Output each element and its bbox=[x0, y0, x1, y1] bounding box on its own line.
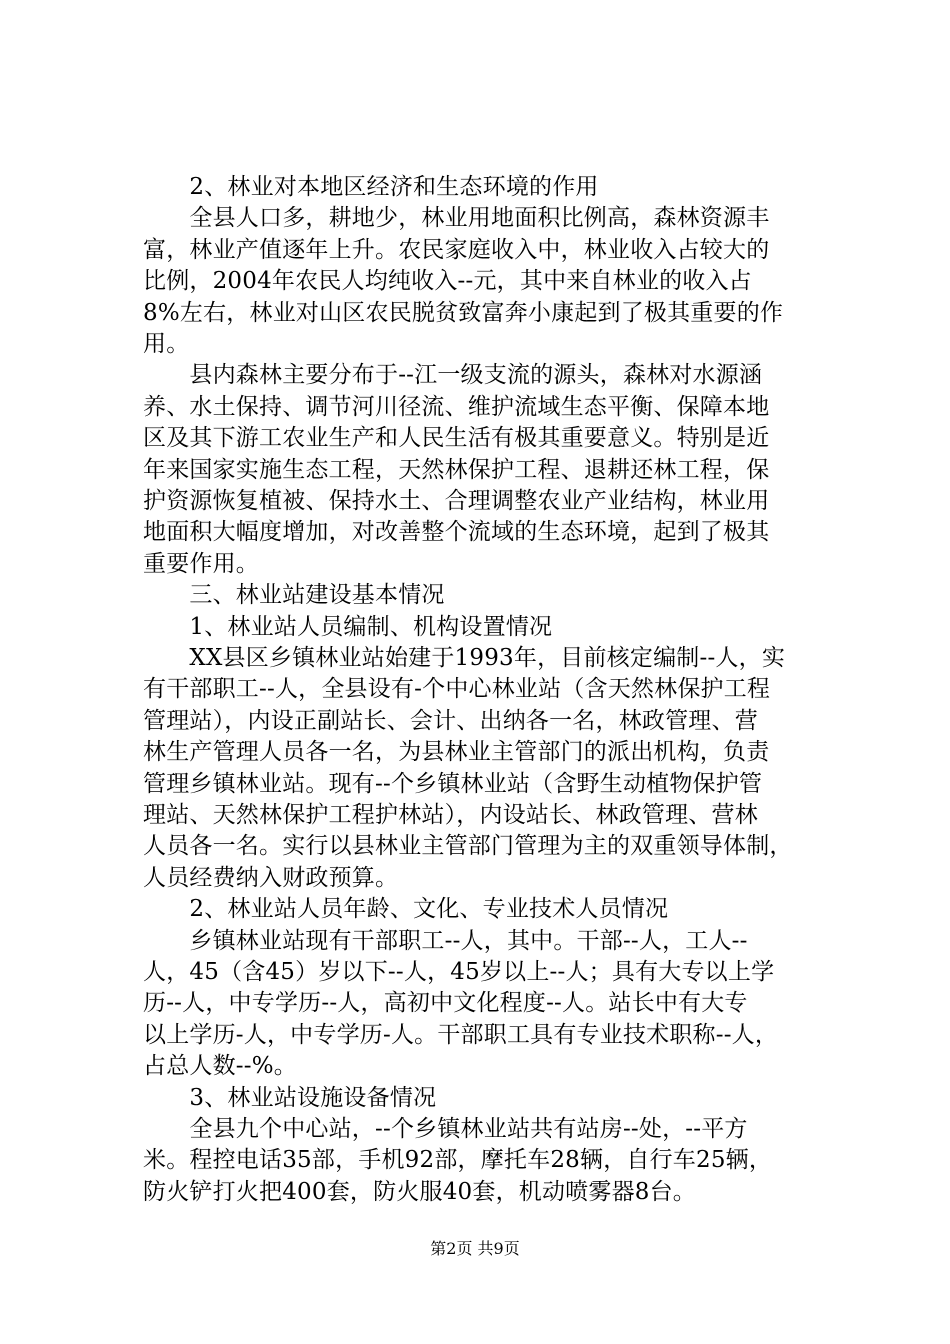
paragraph-line: 年来国家实施生态工程，天然林保护工程、退耕还林工程，保 bbox=[143, 456, 770, 483]
page-number-footer: 第2页 共9页 bbox=[430, 1239, 520, 1258]
paragraph-line: 占总人数--%。 bbox=[143, 1053, 297, 1080]
paragraph-line: 全县人口多，耕地少，林业用地面积比例高，森林资源丰 bbox=[143, 205, 770, 232]
paragraph-line: 养、水土保持、调节河川径流、维护流域生态平衡、保障本地 bbox=[143, 393, 770, 420]
paragraph-line: 管理乡镇林业站。现有--个乡镇林业站（含野生动植物保护管 bbox=[143, 770, 763, 797]
paragraph-line: 用。 bbox=[143, 331, 190, 357]
paragraph-line: 管理站），内设正副站长、会计、出纳各一名，林政管理、营 bbox=[143, 707, 758, 734]
paragraph-line: 林生产管理人员各一名，为县林业主管部门的派出机构，负责 bbox=[143, 739, 770, 766]
subsection-heading: 3、林业站设施设备情况 bbox=[143, 1084, 437, 1111]
paragraph-line: 区及其下游工农业生产和人民生活有极其重要意义。特别是近 bbox=[143, 425, 770, 452]
subsection-heading: 1、林业站人员编制、机构设置情况 bbox=[143, 613, 553, 640]
paragraph-line: 2、林业对本地区经济和生态环境的作用 bbox=[143, 174, 599, 200]
paragraph-line: 米。程控电话35部，手机92部，摩托车28辆，自行车25辆， bbox=[143, 1147, 773, 1174]
paragraph-line: 重要作用。 bbox=[143, 550, 259, 577]
section-heading: 三、林业站建设基本情况 bbox=[143, 582, 445, 609]
paragraph-line: 理站、天然林保护工程护林站），内设站长、林政管理、营林 bbox=[143, 802, 758, 828]
paragraph-line: 护资源恢复植被、保持水土、合理调整农业产业结构，林业用 bbox=[143, 488, 770, 514]
paragraph-line: 以上学历-人，中专学历-人。干部职工具有专业技术职称--人， bbox=[143, 1021, 779, 1048]
paragraph-line: 乡镇林业站现有干部职工--人，其中。干部--人，工人-- bbox=[143, 927, 748, 954]
paragraph-line: 比例，2004年农民人均纯收入--元，其中来自林业的收入占 bbox=[143, 268, 752, 295]
paragraph-line: 全县九个中心站，--个乡镇林业站共有站房--处，--平方 bbox=[143, 1116, 748, 1142]
paragraph-line: 人员各一名。实行以县林业主管部门管理为主的双重领导体制， bbox=[143, 833, 793, 860]
paragraph-line: 人，45（含45）岁以下--人，45岁以上--人；具有大专以上学 bbox=[143, 959, 775, 985]
paragraph-line: 地面积大幅度增加，对改善整个流域的生态环境，起到了极其 bbox=[143, 519, 770, 546]
subsection-heading: 2、林业站人员年龄、文化、专业技术人员情况 bbox=[143, 896, 669, 923]
paragraph-line: XX县区乡镇林业站始建于1993年，目前核定编制--人，实 bbox=[143, 645, 786, 671]
paragraph-line: 富，林业产值逐年上升。农民家庭收入中，林业收入占较大的 bbox=[143, 236, 770, 263]
paragraph-line: 防火铲打火把400套，防火服40套，机动喷雾器8台。 bbox=[143, 1178, 696, 1205]
paragraph-line: 8%左右，林业对山区农民脱贫致富奔小康起到了极其重要的作 bbox=[143, 299, 784, 326]
paragraph-line: 县内森林主要分布于--江一级支流的源头，森林对水源涵 bbox=[143, 362, 763, 389]
paragraph-line: 历--人，中专学历--人，高初中文化程度--人。站长中有大专 bbox=[143, 990, 748, 1017]
paragraph-line: 人员经费纳入财政预算。 bbox=[143, 864, 399, 891]
paragraph-line: 有干部职工--人，全县设有-个中心林业站（含天然林保护工程 bbox=[143, 676, 771, 703]
